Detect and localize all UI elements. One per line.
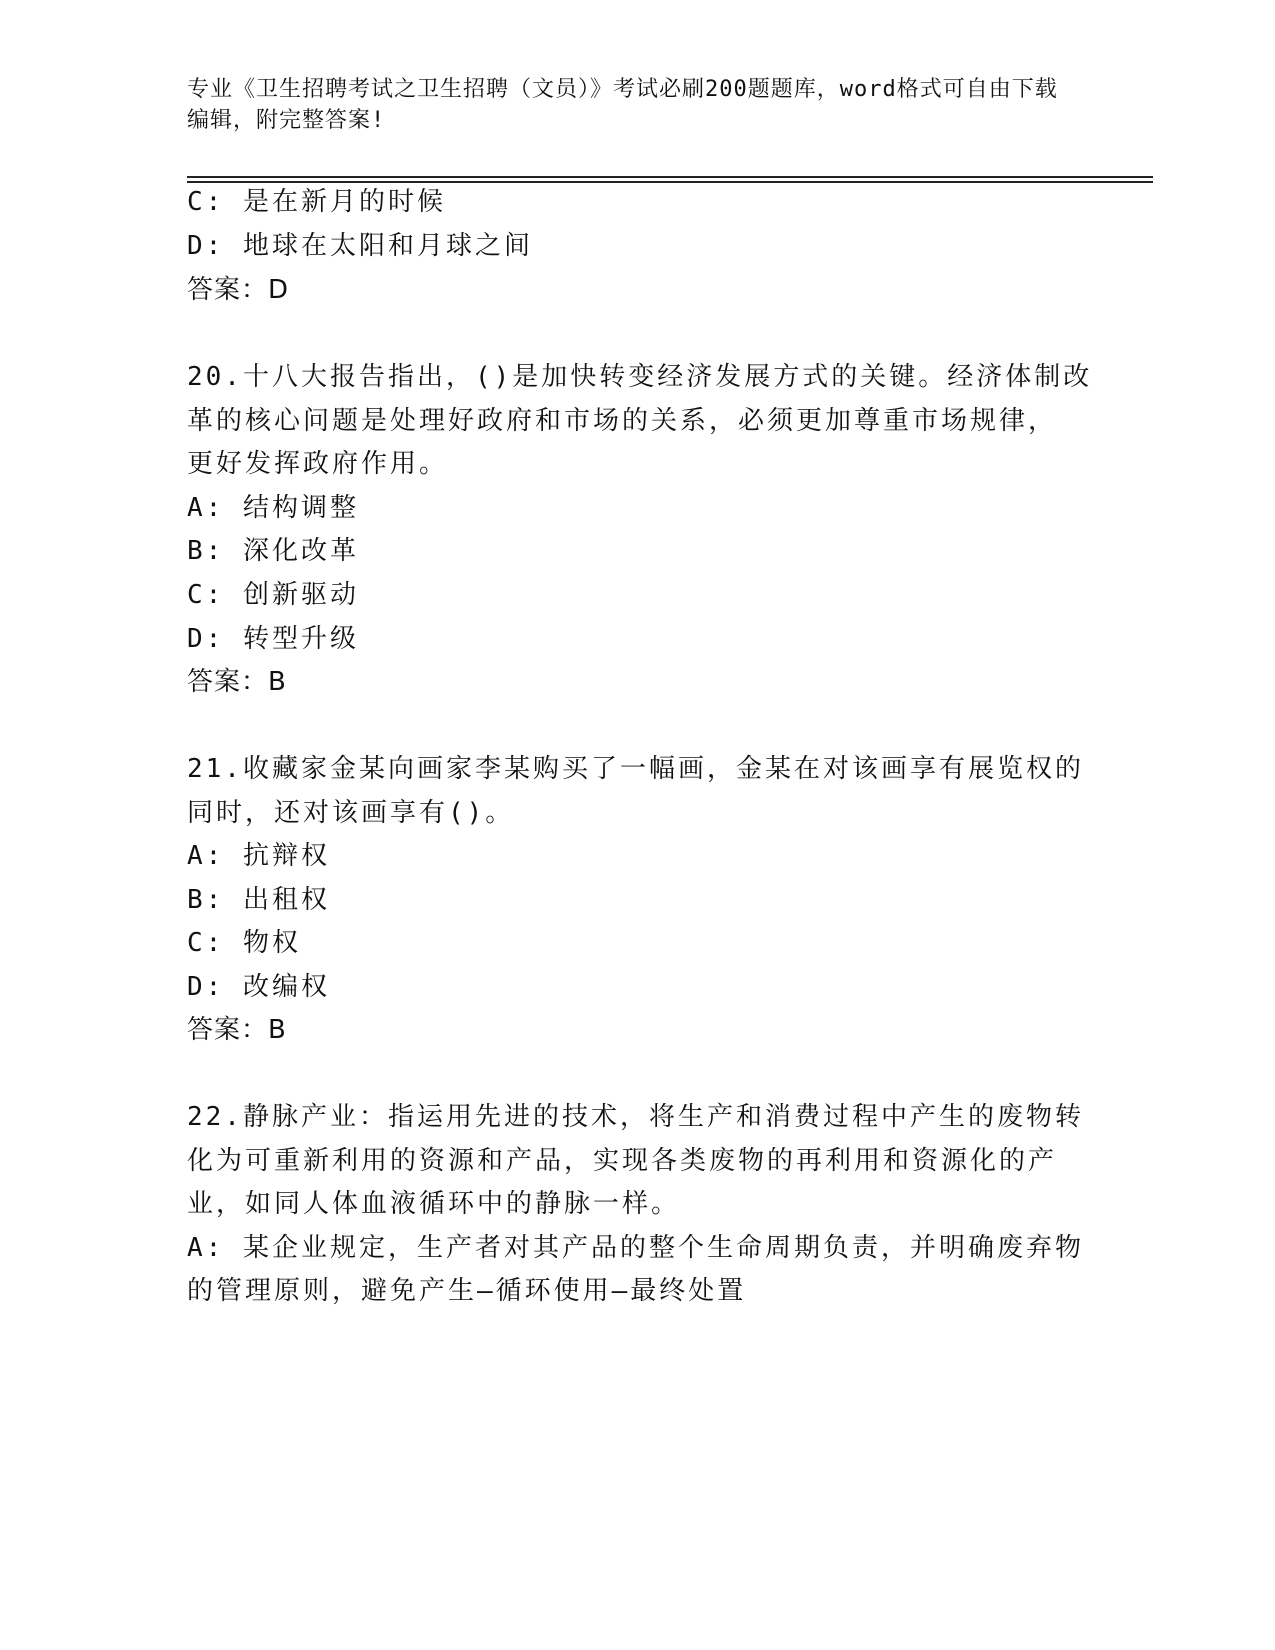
document-header: 专业《卫生招聘考试之卫生招聘（文员）》考试必刷200题题库，word格式可自由下载编辑，附完整答案! (187, 77, 1058, 133)
header-rule-top (187, 176, 1153, 178)
q19-option-d: D: 地球在太阳和月球之间 (187, 231, 533, 261)
q20-stem-line1: 20.十八大报告指出，()是加快转变经济发展方式的关键。经济体制改 (187, 362, 1093, 392)
q21-answer: 答案：B (187, 1015, 287, 1045)
q22-stem-line2: 化为可重新利用的资源和产品，实现各类废物的再利用和资源化的产 (187, 1146, 1058, 1176)
q19-option-c: C: 是在新月的时候 (187, 187, 446, 217)
q21-option-b: B: 出租权 (187, 885, 330, 915)
q22-stem-line1: 22.静脉产业：指运用先进的技术，将生产和消费过程中产生的废物转 (187, 1102, 1084, 1132)
q19-answer: 答案：D (187, 275, 290, 305)
q21-option-d: D: 改编权 (187, 972, 330, 1002)
q20-answer: 答案：B (187, 667, 287, 697)
q20-stem-line2: 革的核心问题是处理好政府和市场的关系，必须更加尊重市场规律， (187, 406, 1058, 436)
q20-stem-line3: 更好发挥政府作用。 (187, 449, 449, 479)
q21-option-a: A: 抗辩权 (187, 841, 330, 871)
q22-stem-line3: 业，如同人体血液循环中的静脉一样。 (187, 1189, 681, 1219)
q20-option-c: C: 创新驱动 (187, 580, 359, 610)
q21-stem-line1: 21.收藏家金某向画家李某购买了一幅画，金某在对该画享有展览权的 (187, 754, 1084, 784)
header-rule-bottom (187, 181, 1153, 183)
q20-option-a: A: 结构调整 (187, 493, 359, 523)
q21-stem-line2: 同时，还对该画享有()。 (187, 798, 515, 828)
q22-option-a-line2: 的管理原则，避免产生—循环使用—最终处置 (187, 1276, 747, 1306)
q22-option-a-line1: A: 某企业规定，生产者对其产品的整个生命周期负责，并明确废弃物 (187, 1233, 1084, 1263)
q20-option-b: B: 深化改革 (187, 536, 359, 566)
q21-option-c: C: 物权 (187, 928, 301, 958)
q20-option-d: D: 转型升级 (187, 624, 359, 654)
